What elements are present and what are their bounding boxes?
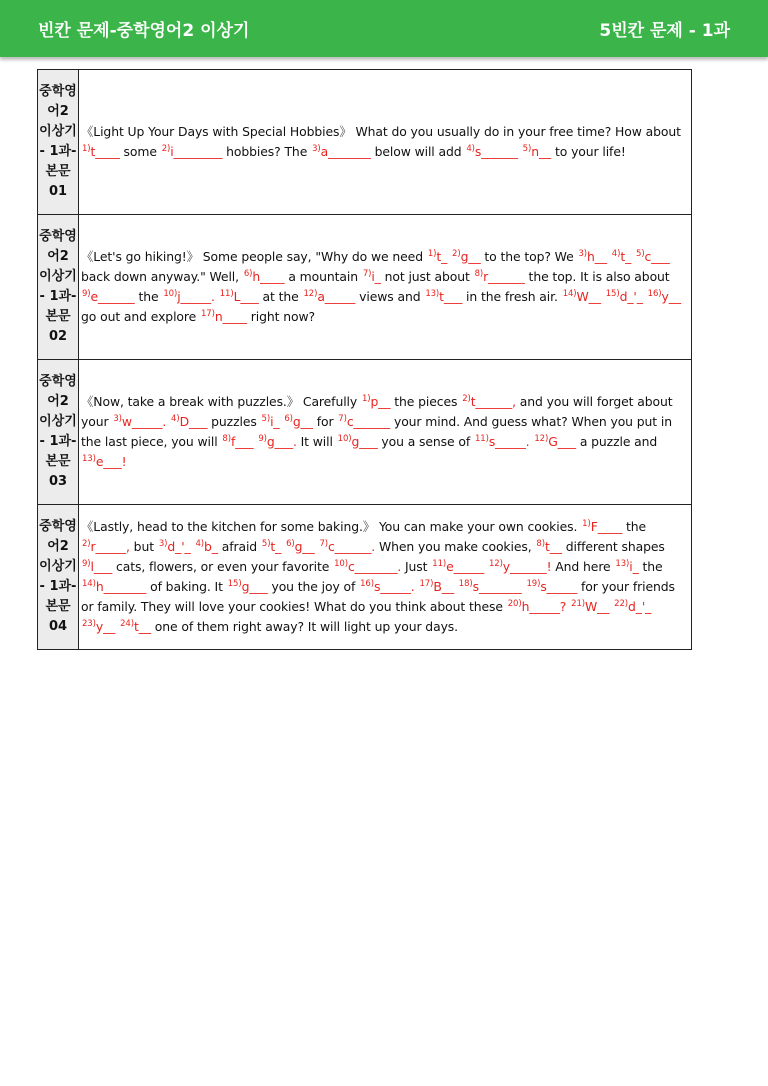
blank-hint: g___ — [351, 434, 378, 449]
blank-item — [194, 539, 217, 554]
blank-number: 9) — [82, 289, 91, 299]
blank-hint: i_ — [371, 269, 381, 284]
blank-hint: g___. — [266, 434, 297, 449]
blank-item — [418, 579, 453, 594]
blank-item — [81, 559, 112, 574]
blank-hint: g__ — [292, 414, 313, 429]
passage-row — [38, 70, 692, 215]
blank-item — [261, 414, 280, 429]
blank-number: 8) — [222, 434, 231, 444]
blank-hint: s_____ — [540, 579, 578, 594]
blank-hint: y______! — [502, 559, 552, 574]
blank-hint: c_______. — [347, 559, 402, 574]
blank-number: 13) — [82, 454, 96, 464]
blank-item — [81, 619, 115, 634]
passage-segment: not just about — [380, 269, 474, 284]
blank-number: 19) — [526, 579, 541, 589]
blank-hint: F____ — [590, 519, 623, 534]
blank-item — [302, 289, 355, 304]
passage-segment: 《Now, take a break with puzzles.》 Carefully — [81, 394, 361, 409]
blank-number: 1) — [582, 519, 591, 529]
blank-number: 6) — [286, 539, 295, 549]
blank-hint: t___ — [439, 289, 463, 304]
blank-hint: b_ — [203, 539, 218, 554]
blank-number: 10) — [334, 559, 348, 569]
passage-text — [79, 505, 692, 650]
blank-number: 8) — [536, 539, 545, 549]
blank-hint: h_______ — [95, 579, 147, 594]
passage-text — [79, 360, 692, 505]
passage-segment: And here — [551, 559, 615, 574]
blank-item — [170, 414, 207, 429]
passage-segment: right now? — [246, 309, 316, 324]
passage-segment: at the — [258, 289, 303, 304]
blank-number: 9) — [82, 559, 91, 569]
blank-item — [605, 289, 643, 304]
blank-hint: c______. — [328, 539, 376, 554]
blank-number: 2) — [161, 144, 171, 154]
blank-item — [581, 519, 622, 534]
passage-segment: one of them right away? It will light up your days. — [150, 619, 458, 634]
blank-number: 4) — [195, 539, 204, 549]
passage-segment: you the joy of — [267, 579, 360, 594]
blank-item — [337, 414, 390, 429]
blank-hint: t_ — [436, 249, 448, 264]
blank-hint: D___ — [179, 414, 208, 429]
passage-text — [79, 215, 692, 360]
passage-segment: puzzles — [207, 414, 261, 429]
passage-segment: you a sense of — [377, 434, 474, 449]
blank-hint: e______ — [90, 289, 135, 304]
blank-item — [474, 434, 530, 449]
blank-item — [507, 599, 567, 614]
passage-segment: Just — [401, 559, 432, 574]
page-title: 빈칸 문제-중학영어2 이상기 — [38, 21, 250, 41]
blank-number: 5) — [636, 249, 645, 259]
blank-number: 8) — [474, 269, 484, 279]
blank-item — [431, 559, 484, 574]
blank-hint: n__ — [531, 144, 552, 159]
blank-hint: p__ — [370, 394, 391, 409]
blank-item — [81, 289, 135, 304]
blank-item — [221, 434, 253, 449]
blank-hint: l___ — [90, 559, 113, 574]
passage-label: 중학영어2 이상기 - 1과-본문 02 — [38, 215, 79, 360]
blank-item — [318, 539, 375, 554]
blank-number: 4) — [611, 249, 621, 259]
lesson-subtitle: 5빈칸 문제 - 1과 — [599, 21, 730, 41]
blank-hint: d_'_ — [628, 599, 652, 614]
blank-hint: d_'_ — [619, 289, 643, 304]
blank-number: 18) — [458, 579, 473, 589]
blank-hint: c___ — [644, 249, 670, 264]
passage-segment: the pieces — [390, 394, 462, 409]
blank-number: 2) — [462, 394, 471, 404]
blank-number: 4) — [466, 144, 475, 154]
passage-segment: 《Let's go hiking!》 Some people say, "Why do we need — [81, 249, 427, 264]
blank-number: 15) — [227, 579, 242, 589]
blank-hint: L___ — [233, 289, 259, 304]
blank-number: 10) — [337, 434, 352, 444]
blank-hint: g__ — [460, 249, 481, 264]
blank-hint: B__ — [433, 579, 454, 594]
passage-segment: When you make cookies, — [375, 539, 536, 554]
blank-item — [611, 249, 631, 264]
blank-number: 10) — [163, 289, 178, 299]
passage-segment: the — [622, 519, 646, 534]
passage-label: 중학영어2 이상기 - 1과-본문 01 — [38, 70, 79, 215]
blank-hint: d_'_ — [167, 539, 191, 554]
passage-segment: cats, flowers, or even your favorite — [112, 559, 334, 574]
blank-item — [533, 434, 576, 449]
blank-number: 13) — [425, 289, 440, 299]
passage-segment: the — [134, 289, 163, 304]
blank-item — [81, 144, 120, 159]
blank-number: 3) — [312, 144, 321, 154]
blank-number: 14) — [82, 579, 96, 589]
blank-item — [613, 599, 651, 614]
blank-hint: s_____. — [488, 434, 530, 449]
blank-number: 22) — [614, 599, 629, 609]
blank-item — [200, 309, 247, 324]
passage-segment: back down anyway." Well, — [81, 269, 243, 284]
passage-segment: to your life! — [551, 144, 626, 159]
page-header — [0, 0, 768, 57]
blank-item — [635, 249, 670, 264]
blank-number: 3) — [158, 539, 168, 549]
blank-hint: t______, — [470, 394, 516, 409]
blank-hint: t__ — [544, 539, 562, 554]
blank-item — [257, 434, 296, 449]
blank-hint: f___ — [230, 434, 254, 449]
blank-item — [522, 144, 551, 159]
blank-number: 11) — [432, 559, 447, 569]
blank-number: 9) — [258, 434, 267, 444]
blank-number: 14) — [562, 289, 577, 299]
passage-segment: 《Lastly, head to the kitchen for some baking.》 You can make your own cookies. — [81, 519, 582, 534]
blank-item — [112, 414, 166, 429]
passage-segment: go out and explore — [81, 309, 200, 324]
blank-number: 17) — [419, 579, 434, 589]
passage-segment: different shapes — [561, 539, 665, 554]
blank-number: 1) — [361, 394, 371, 404]
blank-item — [283, 414, 313, 429]
blank-item — [427, 249, 447, 264]
blank-hint: a_______ — [320, 144, 371, 159]
passage-segment: It will — [296, 434, 337, 449]
blank-number: 20) — [507, 599, 522, 609]
blank-number: 1) — [82, 144, 91, 154]
blank-number: 21) — [571, 599, 585, 609]
passage-segment: your mind. And guess what? When you put in the last piece, you will — [81, 414, 672, 449]
blank-item — [361, 394, 391, 409]
blank-hint: h_____? — [521, 599, 567, 614]
blank-number: 2) — [82, 539, 91, 549]
blank-number: 16) — [360, 579, 374, 589]
blank-number: 7) — [319, 539, 328, 549]
blank-item — [81, 539, 130, 554]
passage-row — [38, 215, 692, 360]
blank-item — [285, 539, 315, 554]
passage-row — [38, 505, 692, 650]
blank-number: 4) — [171, 414, 180, 424]
passage-segment: afraid — [217, 539, 261, 554]
blank-hint: h____ — [252, 269, 285, 284]
blank-hint: a_____ — [317, 289, 356, 304]
blank-hint: e_____ — [446, 559, 485, 574]
blank-item — [461, 394, 516, 409]
blank-hint: W__ — [576, 289, 601, 304]
blank-hint: h__ — [586, 249, 607, 264]
passage-segment: to the top? We — [480, 249, 578, 264]
worksheet-table — [37, 69, 692, 650]
blank-hint: e___! — [95, 454, 127, 469]
blank-item — [451, 249, 481, 264]
blank-hint: g___ — [241, 579, 268, 594]
passage-segment: a puzzle and — [575, 434, 658, 449]
blank-item — [119, 619, 151, 634]
passage-segment: the top. It is also about — [524, 269, 670, 284]
blank-item — [562, 289, 601, 304]
blank-number: 17) — [200, 309, 215, 319]
blank-item — [337, 434, 378, 449]
passage-segment: for your friends or family. They will love your cookies! What do you think about these — [81, 579, 675, 614]
blank-item — [311, 144, 371, 159]
blank-hint: t____ — [90, 144, 120, 159]
passage-segment: below will add — [370, 144, 466, 159]
blank-number: 6) — [243, 269, 253, 279]
blank-item — [161, 144, 223, 159]
blank-hint: y__ — [661, 289, 681, 304]
blank-number: 1) — [427, 249, 437, 259]
blank-number: 11) — [219, 289, 234, 299]
blank-hint: y__ — [95, 619, 116, 634]
passage-segment: for — [312, 414, 338, 429]
passage-segment: 《Light Up Your Days with Special Hobbies》 What do you usually do in your free time? How about — [81, 124, 681, 139]
passage-label: 중학영어2 이상기 - 1과-본문 04 — [38, 505, 79, 650]
passage-segment: views and — [355, 289, 425, 304]
blank-hint: s______ — [474, 144, 518, 159]
blank-hint: s_______ — [472, 579, 522, 594]
blank-number: 13) — [615, 559, 630, 569]
blank-number: 12) — [534, 434, 549, 444]
blank-item — [333, 559, 401, 574]
blank-number: 16) — [647, 289, 662, 299]
blank-hint: G___ — [548, 434, 576, 449]
blank-number: 5) — [261, 539, 271, 549]
blank-item — [577, 249, 606, 264]
blank-item — [525, 579, 577, 594]
blank-hint: g__ — [294, 539, 315, 554]
blank-item — [474, 269, 525, 284]
blank-number: 6) — [284, 414, 293, 424]
blank-item — [424, 289, 462, 304]
blank-hint: r______ — [483, 269, 525, 284]
blank-item — [243, 269, 285, 284]
blank-item — [535, 539, 561, 554]
blank-item — [614, 559, 638, 574]
blank-number: 12) — [303, 289, 318, 299]
blank-number: 3) — [578, 249, 587, 259]
blank-hint: n____ — [214, 309, 247, 324]
blank-number: 7) — [338, 414, 347, 424]
blank-hint: c______ — [346, 414, 391, 429]
blank-item — [647, 289, 681, 304]
passage-segment: of baking. It — [146, 579, 227, 594]
blank-hint: r_____, — [90, 539, 130, 554]
blank-item — [362, 269, 381, 284]
blank-hint: t_ — [270, 539, 282, 554]
blank-item — [359, 579, 415, 594]
passage-text — [79, 70, 692, 215]
blank-hint: s_____. — [373, 579, 415, 594]
blank-item — [488, 559, 552, 574]
passage-label: 중학영어2 이상기 - 1과-본문 03 — [38, 360, 79, 505]
passage-row — [38, 360, 692, 505]
blank-number: 7) — [362, 269, 372, 279]
blank-hint: t_ — [620, 249, 632, 264]
blank-item — [158, 539, 191, 554]
passage-segment: hobbies? The — [222, 144, 312, 159]
blank-number: 2) — [452, 249, 461, 259]
blank-item — [465, 144, 517, 159]
blank-hint: i________ — [170, 144, 223, 159]
passage-segment: and you will forget about your — [81, 394, 673, 429]
blank-number: 12) — [488, 559, 503, 569]
blank-number: 24) — [120, 619, 134, 629]
blank-number: 5) — [522, 144, 532, 154]
blank-item — [458, 579, 522, 594]
blank-item — [227, 579, 268, 594]
blank-item — [162, 289, 215, 304]
blank-number: 15) — [605, 289, 620, 299]
blank-item — [219, 289, 259, 304]
blank-hint: t__ — [133, 619, 151, 634]
blank-item — [81, 579, 146, 594]
passage-segment: a mountain — [284, 269, 362, 284]
blank-hint: i_ — [270, 414, 280, 429]
blank-hint: w_____. — [121, 414, 167, 429]
blank-item — [570, 599, 609, 614]
blank-number: 3) — [113, 414, 122, 424]
blank-number: 11) — [474, 434, 489, 444]
blank-item — [81, 454, 127, 469]
passage-segment: some — [119, 144, 161, 159]
blank-hint: i_ — [629, 559, 639, 574]
blank-number: 23) — [82, 619, 96, 629]
passage-segment: in the fresh air. — [462, 289, 562, 304]
blank-hint: W__ — [584, 599, 610, 614]
blank-item — [261, 539, 281, 554]
blank-number: 5) — [261, 414, 271, 424]
blank-hint: j_____. — [177, 289, 215, 304]
passage-segment: the — [638, 559, 663, 574]
passage-segment: but — [129, 539, 158, 554]
